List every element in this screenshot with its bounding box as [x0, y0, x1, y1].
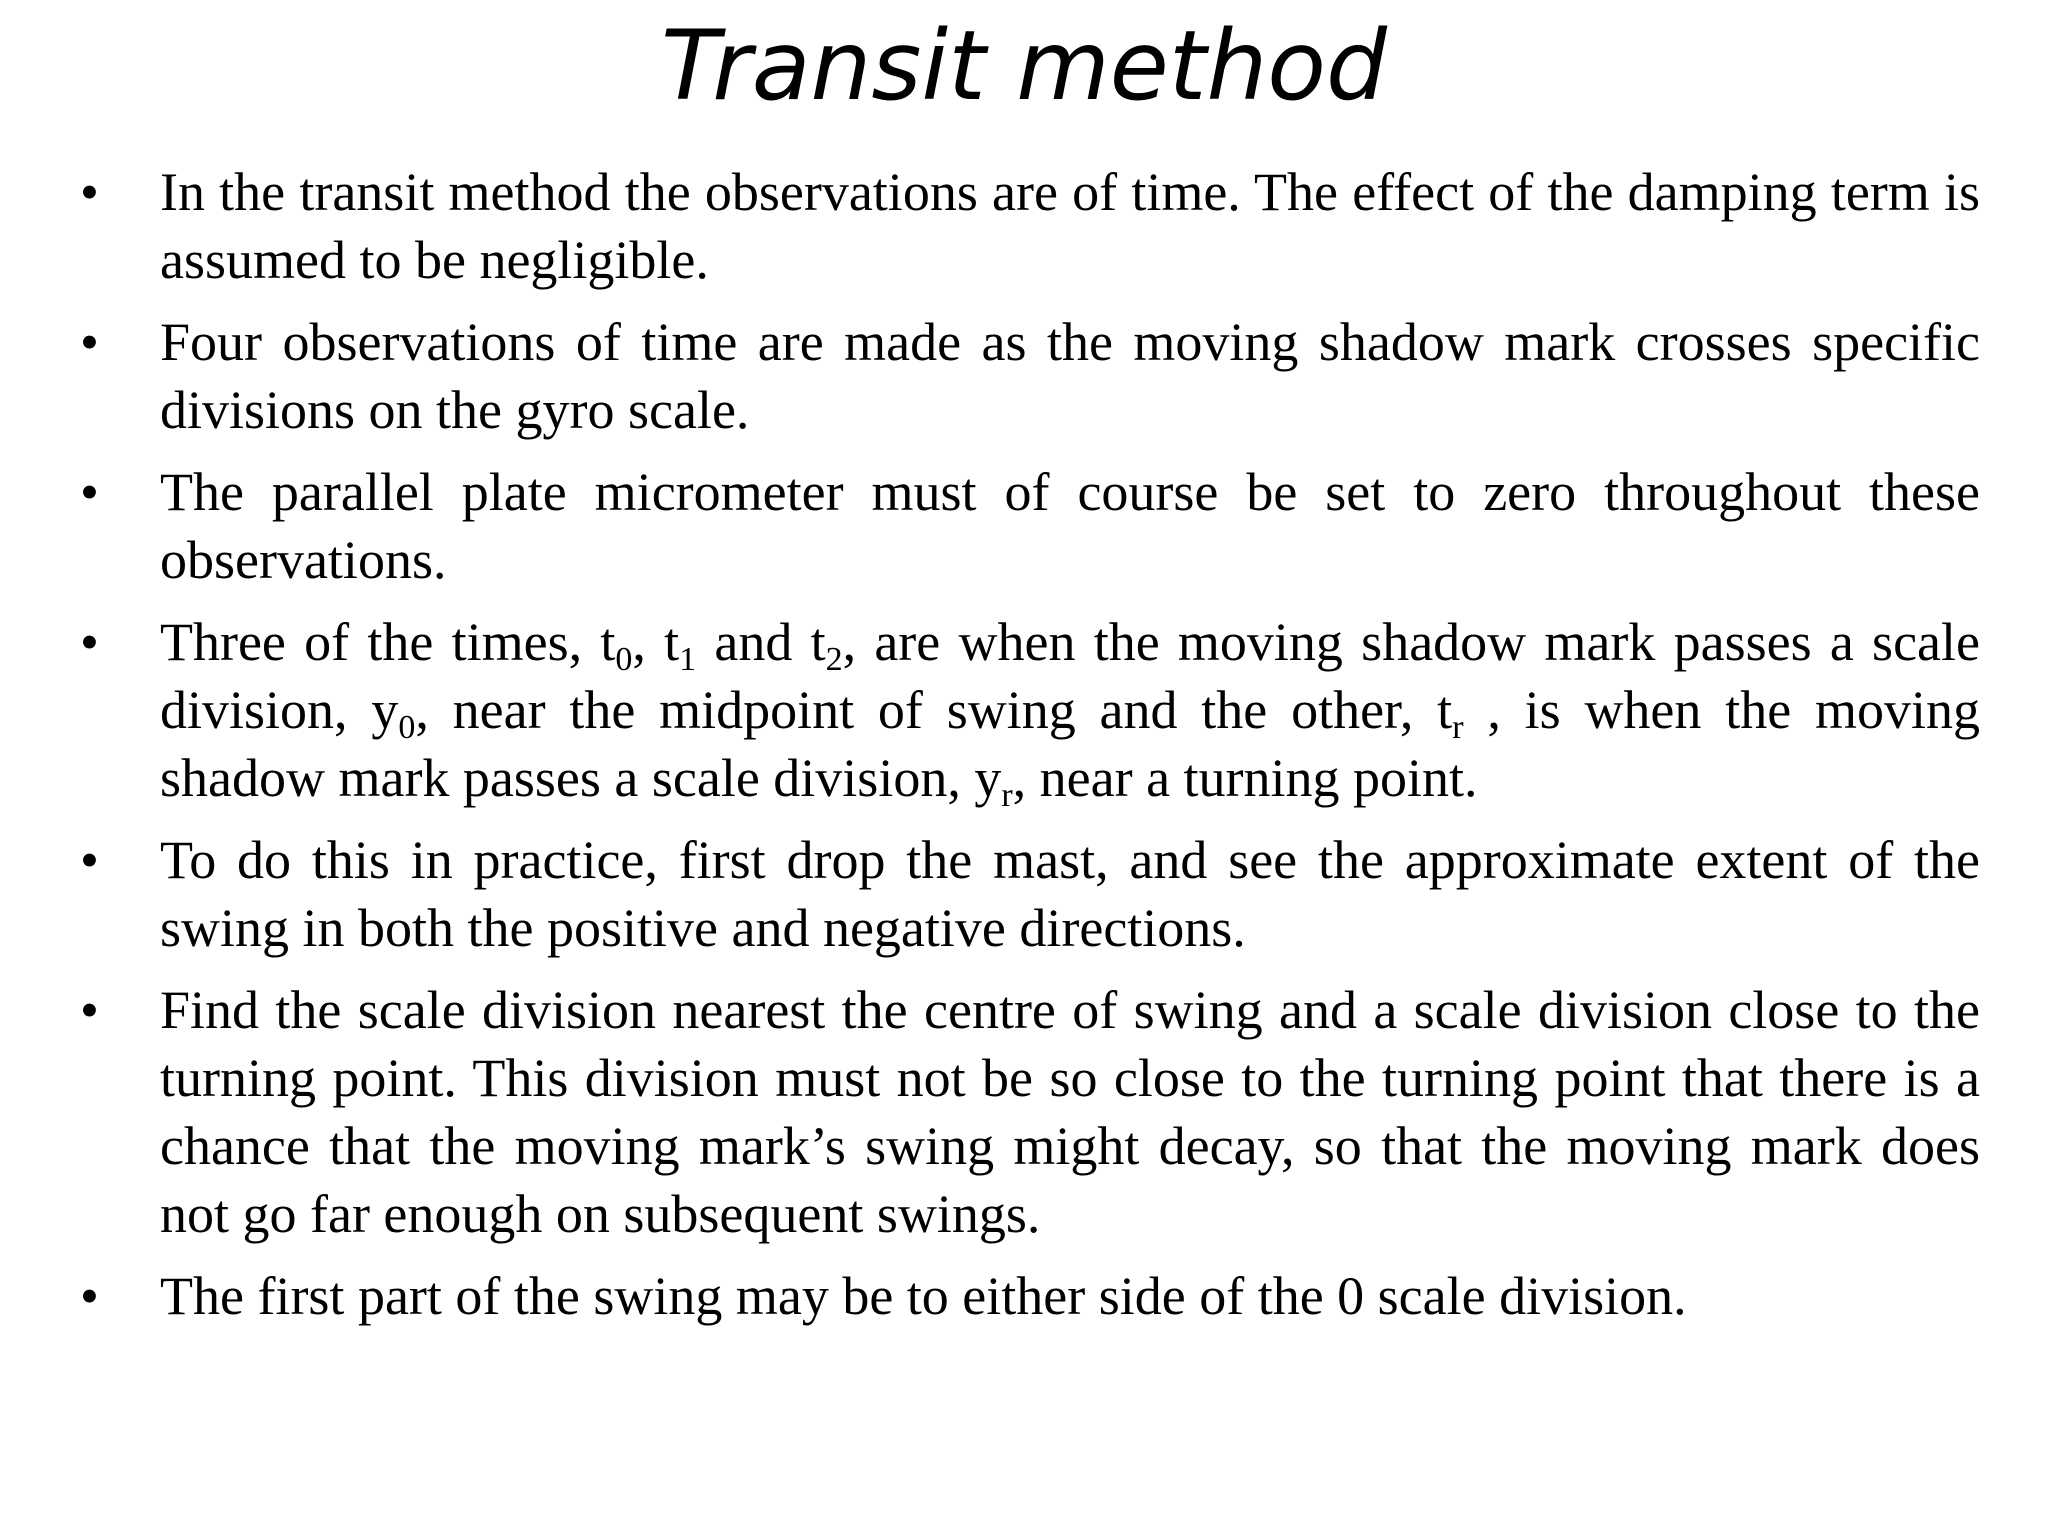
- bullet-text: [160, 162, 1980, 290]
- text-run: , are when the moving shadow mark passes a scale division, y: [160, 612, 1980, 740]
- subscript: r: [1452, 709, 1464, 746]
- bullet-item: [80, 826, 1980, 962]
- subscript: 1: [679, 641, 697, 678]
- text-run: The parallel plate micrometer must of course be set to zero throughout these observations.: [160, 462, 1980, 590]
- text-run: , t: [632, 612, 680, 672]
- bullet-dot-icon: •: [80, 462, 99, 522]
- bullet-dot-icon: •: [80, 1266, 99, 1326]
- bullet-text: [160, 980, 1980, 1244]
- text-run: The first part of the swing may be to either side of the 0 scale division.: [160, 1266, 1687, 1326]
- bullet-dot-icon: •: [80, 162, 99, 222]
- text-run: , near the midpoint of swing and the other, t: [415, 680, 1453, 740]
- text-run: Four observations of time are made as the moving shadow mark crosses specific divisions on the gyro scale.: [160, 312, 1980, 440]
- text-run: To do this in practice, first drop the mast, and see the approximate extent of the swing in both the positive and negative directions.: [160, 830, 1980, 958]
- bullet-dot-icon: •: [80, 830, 99, 890]
- text-run: Three of the times, t: [160, 612, 616, 672]
- bullet-item: [80, 158, 1980, 294]
- bullet-text: [160, 612, 1980, 814]
- text-run: In the transit method the observations are of time. The effect of the damping term is assumed to be negligible.: [160, 162, 1980, 290]
- bullet-text: [160, 1266, 1687, 1326]
- bullet-dot-icon: •: [80, 612, 99, 672]
- bullet-item: [80, 976, 1980, 1248]
- bullet-item: [80, 608, 1980, 812]
- text-run: , near a turning point.: [1012, 748, 1478, 808]
- subscript: 2: [825, 641, 843, 678]
- slide-title: Transit method: [661, 10, 1387, 122]
- bullet-text: [160, 830, 1980, 958]
- subscript: 0: [398, 709, 416, 746]
- bullet-item: [80, 458, 1980, 594]
- bullet-dot-icon: •: [80, 980, 99, 1040]
- text-run: and t: [696, 612, 826, 672]
- bullet-dot-icon: •: [80, 312, 99, 372]
- bullet-text: [160, 312, 1980, 440]
- subscript: r: [1001, 777, 1013, 814]
- subscript: 0: [615, 641, 633, 678]
- text-run: , is when the moving shadow mark passes a scale division, y: [160, 680, 1980, 808]
- bullet-list: [80, 158, 1980, 1344]
- bullet-text: [160, 462, 1980, 590]
- bullet-item: [80, 308, 1980, 444]
- text-run: Find the scale division nearest the centre of swing and a scale division close to the turning point. This division must not be so close to the turning point that there is a chance that the moving mark’s swing might decay, so that the moving mark does not go far enough on subsequent swings.: [160, 980, 1980, 1244]
- bullet-item: [80, 1262, 1980, 1330]
